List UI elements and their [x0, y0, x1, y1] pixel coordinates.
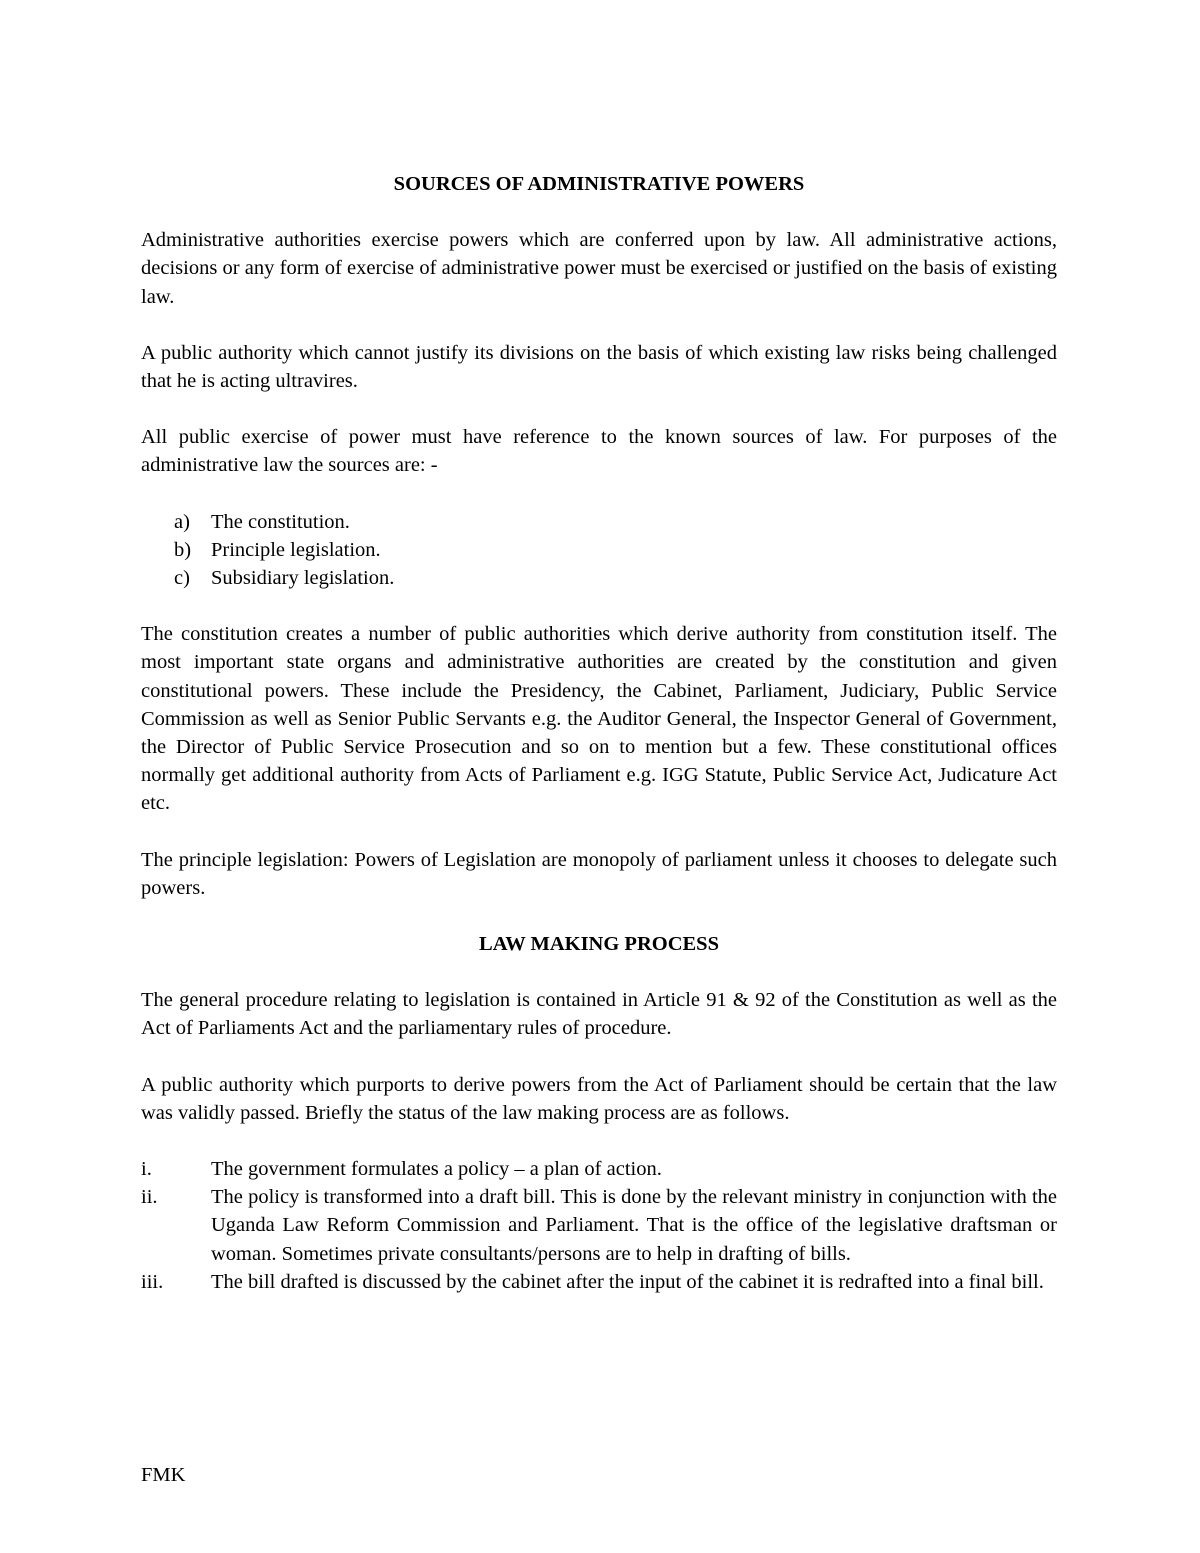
paragraph-constitution: The constitution creates a number of public authorities which derive authority from constitution itself. The most important state organs and administrative authorities are created by the constitution and given constitutional powers. These include the Presidency, the Cabinet, Parliament, Judiciary, Public Service Commission as well as Senior Public Servants e.g. the Auditor General, the Inspector General of Government, the Director of Public Service Prosecution and so on to mention but a few. These constitutional offices normally get additional authority from Acts of Parliament e.g. IGG Statute, Public Service Act, Judicature Act etc. — [141, 623, 1057, 815]
list-item — [141, 536, 1057, 564]
heading-law-making-process: LAW MAKING PROCESS — [479, 933, 719, 956]
list-marker: iii. — [141, 1270, 164, 1293]
list-item — [141, 508, 1057, 536]
list-marker: a) — [174, 510, 190, 533]
heading-sources-of-administrative-powers: SOURCES OF ADMINISTRATIVE POWERS — [393, 173, 805, 195]
list-item — [141, 1183, 1057, 1268]
footer-initials: FMK — [141, 1464, 186, 1486]
paragraph-general-procedure: The general procedure relating to legislation is contained in Article 91 & 92 of the Constitution as well as the Act of Parliaments Act and the parliamentary rules of procedure. — [141, 989, 1057, 1040]
list-item — [141, 1268, 1057, 1296]
list-item — [141, 564, 1057, 592]
list-item-text: Principle legislation. — [211, 538, 381, 561]
law-making-steps-list — [141, 1155, 1057, 1296]
paragraph-public-authority-ultravires: A public authority which cannot justify its divisions on the basis of which existing law risks being challenged that he is acting ultravires. — [141, 341, 1057, 393]
list-marker: c) — [174, 567, 190, 590]
paragraph-administrative-authorities: Administrative authorities exercise powers which are conferred upon by law. All administrative actions, decisions or any form of exercise of administrative power must be exercised or justified on the basis of existing law. — [141, 229, 1057, 308]
list-item-text: The policy is transformed into a draft bill. This is done by the relevant ministry in conjunction with the Uganda Law Reform Commission and Parliament. That is the office of the legislative draftsman or woman. Sometimes private consultants/persons are to help in drafting of bills. — [211, 1186, 1057, 1265]
list-marker: ii. — [141, 1186, 158, 1209]
list-item — [141, 1155, 1057, 1183]
sources-list — [141, 508, 1057, 593]
paragraph-sources-of-law: All public exercise of power must have reference to the known sources of law. For purposes of the administrative law the sources are: - — [141, 426, 1057, 477]
document-page — [141, 170, 1057, 1296]
list-marker: b) — [174, 538, 192, 561]
list-item-text: Subsidiary legislation. — [211, 567, 395, 590]
list-item-text: The government formulates a policy – a plan of action. — [211, 1158, 662, 1181]
list-marker: i. — [141, 1158, 152, 1181]
paragraph-validly-passed: A public authority which purports to derive powers from the Act of Parliament should be certain that the law was validly passed. Briefly the status of the law making process are as follows. — [141, 1073, 1057, 1124]
paragraph-principle-legislation: The principle legislation: Powers of Legislation are monopoly of parliament unless it chooses to delegate such powers. — [141, 848, 1057, 899]
list-item-text: The bill drafted is discussed by the cabinet after the input of the cabinet it is redrafted into a final bill. — [211, 1270, 1044, 1293]
list-item-text: The constitution. — [211, 510, 350, 533]
